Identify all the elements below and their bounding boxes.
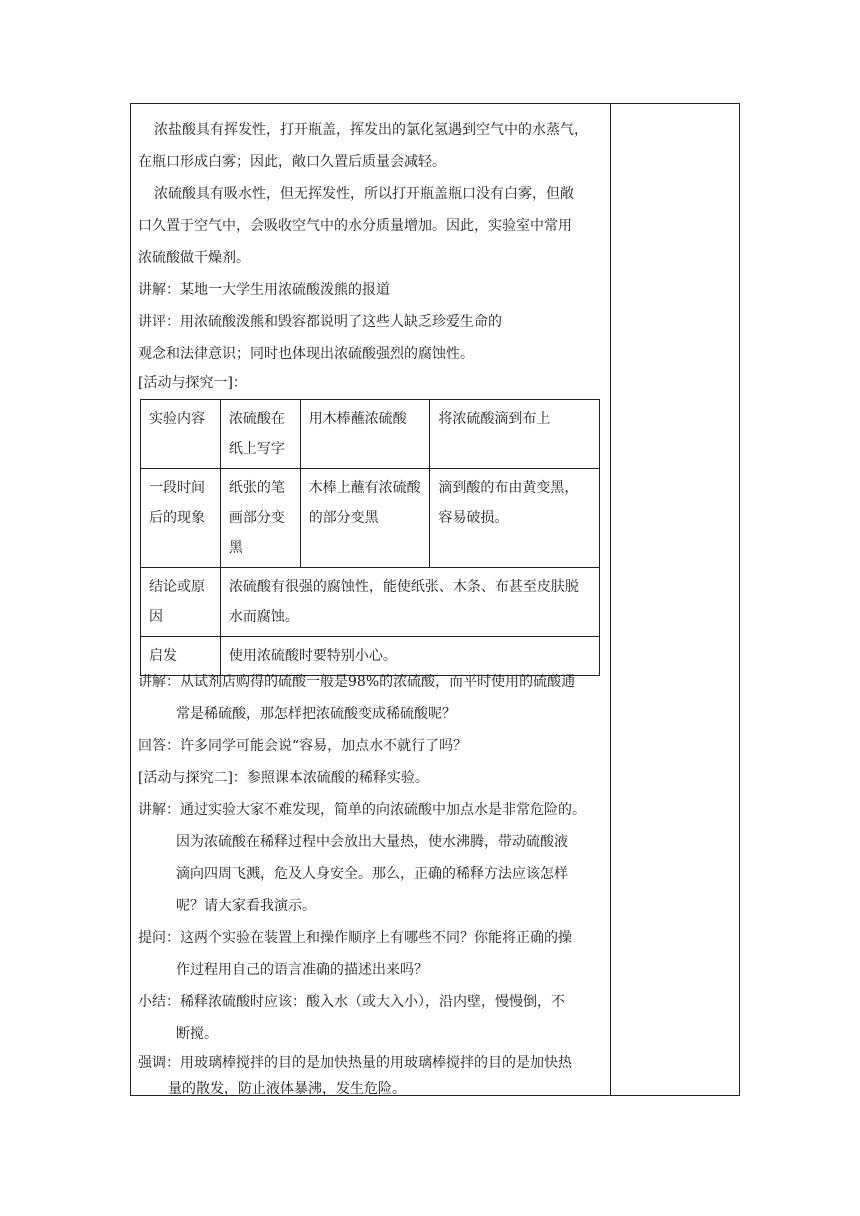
activity-two-heading: [活动与探究二]：参照课本浓硫酸的稀释实验。: [138, 770, 429, 786]
explain-experiment-line1: 讲解：通过实验大家不难发现，简单的向浓硫酸中加点水是非常危险的。: [138, 802, 586, 818]
notes-column-divider: [610, 104, 611, 1095]
explain-dilute-line1: 讲解：从试剂店购得的硫酸一般是98%的浓硫酸，而平时使用的硫酸通: [138, 674, 576, 690]
table-row: [141, 400, 600, 469]
table-cell: 浓硫酸在纸上写字: [220, 400, 300, 469]
explain-dilute-line2: 常是稀硫酸，那怎样把浓硫酸变成稀硫酸呢？: [176, 706, 456, 722]
table-row: [141, 469, 600, 568]
paragraph-h2so4-line3: 浓硫酸做干燥剂。: [138, 250, 250, 266]
paragraph-hcl-line1: 浓盐酸具有挥发性，打开瓶盖，挥发出的氯化氢遇到空气中的水蒸气，: [154, 122, 588, 138]
explain-experiment-line2: 因为浓硫酸在稀释过程中会放出大量热，使水沸腾，带动硫酸液: [176, 834, 568, 850]
table-cell: 结论或原因: [141, 568, 221, 637]
main-content-cell: [138, 104, 604, 396]
table-cell: 启发: [141, 637, 221, 676]
comment-line1: 讲评：用浓硫酸泼熊和毁容都说明了这些人缺乏珍爱生命的: [138, 314, 502, 330]
explain-experiment-line3: 滴向四周飞溅，危及人身安全。那么，正确的稀释方法应该怎样: [176, 866, 568, 882]
table-cell: 使用浓硫酸时要特别小心。: [220, 637, 599, 676]
paragraph-hcl-line2: 在瓶口形成白雾；因此，敞口久置后质量会减轻。: [138, 154, 446, 170]
table-cell: 滴到酸的布由黄变黑，容易破损。: [430, 469, 600, 568]
table-cell: 一段时间后的现象: [141, 469, 221, 568]
explain-experiment-line4: 呢？请大家看我演示。: [176, 898, 316, 914]
summary-line1: 小结：稀释浓硫酸时应该：酸入水（或大入小），沿内壁，慢慢倒，不: [138, 994, 565, 1010]
table-cell: 用木棒蘸浓硫酸: [300, 400, 430, 469]
lesson-plan-table: [130, 103, 740, 1096]
question-line1: 提问：这两个实验在装置上和操作顺序上有哪些不同？你能将正确的操: [138, 930, 572, 946]
emphasis-line2: 量的散发，防止液体暴沸，发生危险。: [168, 1081, 406, 1097]
table-cell: 纸张的笔画部分变黑: [220, 469, 300, 568]
table-cell: 浓硫酸有很强的腐蚀性，能使纸张、木条、布甚至皮肤脱水而腐蚀。: [220, 568, 599, 637]
explanation-report: 讲解：某地一大学生用浓硫酸泼熊的报道: [138, 282, 390, 298]
paragraph-h2so4-line2: 口久置于空气中，会吸收空气中的水分质量增加。因此，实验室中常用: [138, 218, 572, 234]
emphasis-line1: 强调：用玻璃棒搅拌的目的是加快热量的用玻璃棒搅拌的目的是加快热: [138, 1055, 572, 1071]
activity-one-heading: [活动与探究一]：: [138, 375, 247, 391]
table-cell: 木棒上蘸有浓硫酸的部分变黑: [300, 469, 430, 568]
table-row: [141, 568, 600, 637]
paragraph-h2so4-line1: 浓硫酸具有吸水性，但无挥发性，所以打开瓶盖瓶口没有白雾，但敞: [154, 186, 574, 202]
table-cell: 将浓硫酸滴到布上: [430, 400, 600, 469]
answer-line: 回答：许多同学可能会说“容易，加点水不就行了吗？: [138, 738, 468, 754]
after-table-content: [138, 666, 604, 1102]
summary-line2: 断搅。: [176, 1026, 218, 1042]
comment-line2: 观念和法律意识；同时也体现出浓硫酸强烈的腐蚀性。: [138, 346, 474, 362]
question-line2: 作过程用自己的语言准确的描述出来吗？: [176, 962, 428, 978]
experiment-table: [140, 399, 600, 676]
table-cell: 实验内容: [141, 400, 221, 469]
